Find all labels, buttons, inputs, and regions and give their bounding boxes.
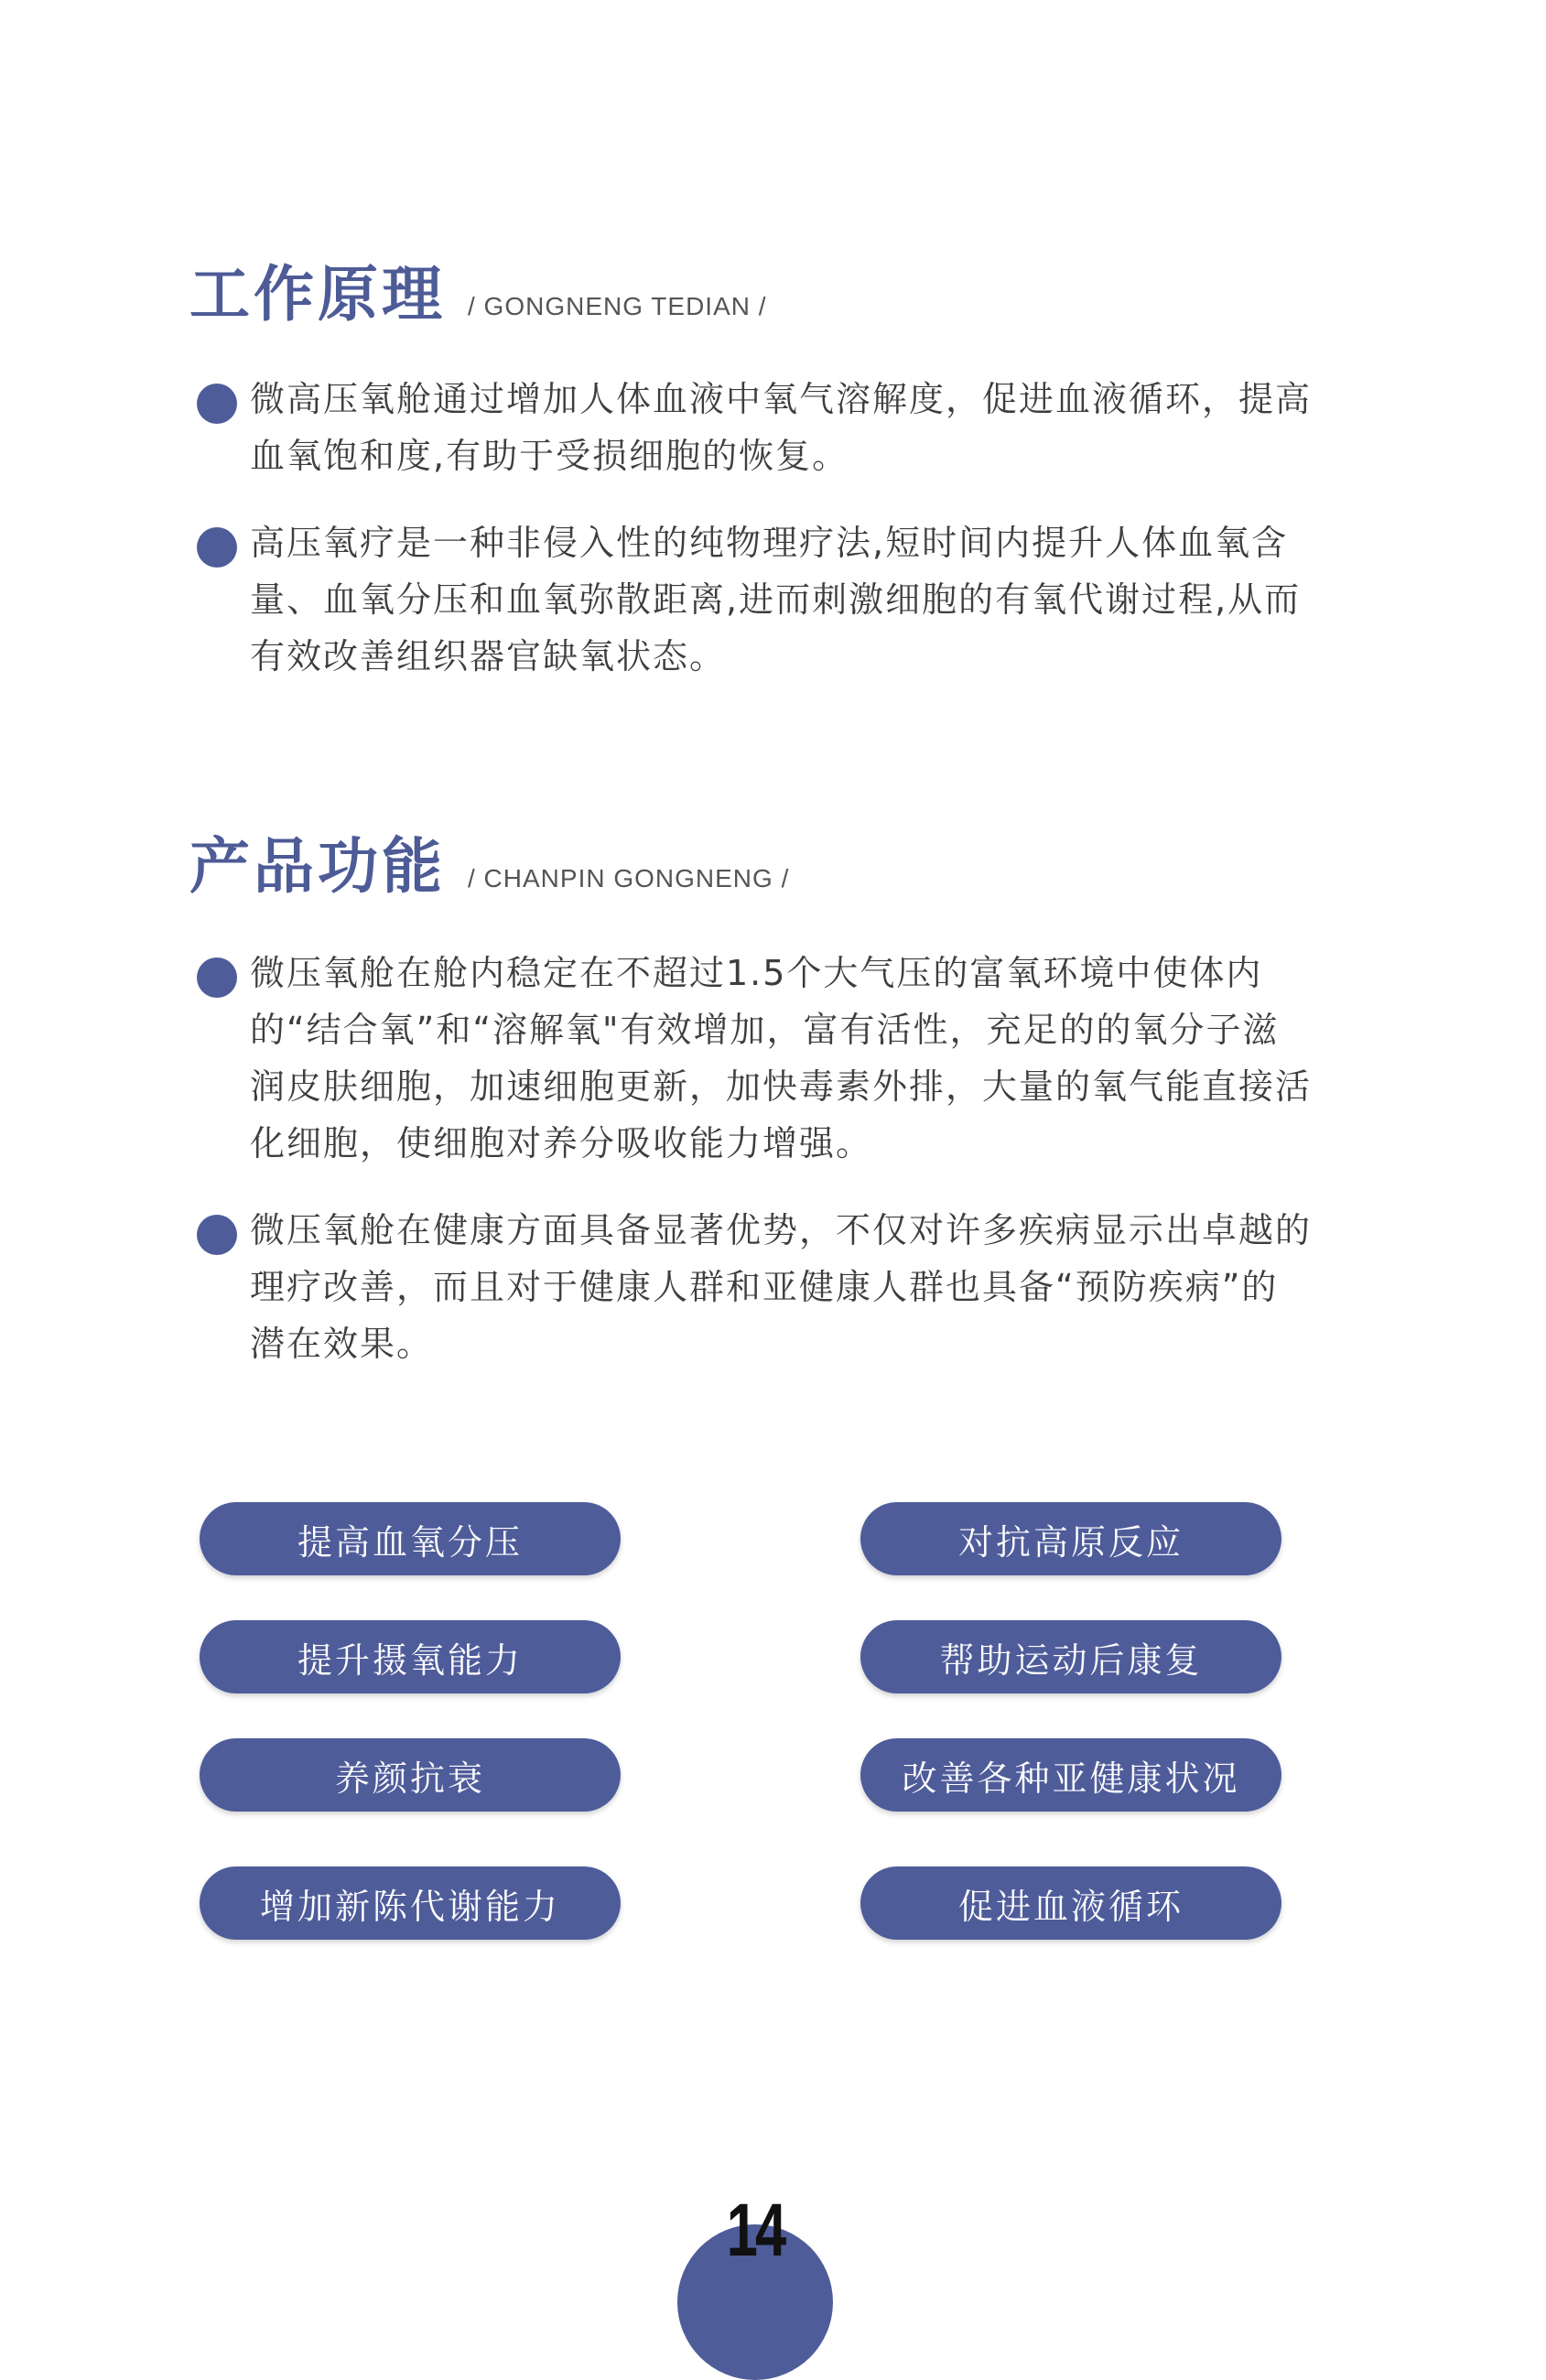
bullet-dot-icon bbox=[197, 957, 237, 998]
bullet-dot-icon bbox=[197, 527, 237, 568]
section-heading-product-functions bbox=[189, 817, 789, 904]
benefit-pill: 增加新陈代谢能力 bbox=[200, 1866, 621, 1940]
benefit-pill: 养颜抗衰 bbox=[200, 1738, 621, 1812]
bullet-text: 微压氧舱在舱内稳定在不超过1.5个大气压的富氧环境中使体内的“结合氧”和“溶解氧"有效增加，富有活性，充足的的氧分子滋润皮肤细胞，加速细胞更新，加快毒素外排，大量的氧气能直接活化细胞，使细胞对养分吸收能力增强。 bbox=[250, 953, 1313, 1163]
section-heading-working-principle bbox=[189, 245, 767, 332]
section-title: 产品功能 bbox=[189, 830, 446, 902]
benefit-pill: 改善各种亚健康状况 bbox=[860, 1738, 1281, 1812]
section-subtitle: / CHANPIN GONGNENG / bbox=[468, 864, 790, 892]
section-subtitle: / GONGNENG TEDIAN / bbox=[468, 292, 767, 320]
bullet-text: 高压氧疗是一种非侵入性的纯物理疗法,短时间内提升人体血氧含量、血氧分压和血氧弥散距离,进而刺激细胞的有氧代谢过程,从而有效改善组织器官缺氧状态。 bbox=[250, 523, 1302, 676]
benefit-pill: 帮助运动后康复 bbox=[860, 1620, 1281, 1693]
bullet-dot-icon bbox=[197, 1215, 237, 1255]
page-number: 14 bbox=[726, 2189, 784, 2272]
benefit-pill: 提升摄氧能力 bbox=[200, 1620, 621, 1693]
benefit-pill: 促进血液循环 bbox=[860, 1866, 1281, 1940]
benefit-pill: 对抗高原反应 bbox=[860, 1502, 1281, 1575]
bullet-text: 微压氧舱在健康方面具备显著优势，不仅对许多疾病显示出卓越的理疗改善，而且对于健康人群和亚健康人群也具备“预防疾病”的潜在效果。 bbox=[250, 1210, 1313, 1364]
bullet-dot-icon bbox=[197, 384, 237, 424]
bullet-text: 微高压氧舱通过增加人体血液中氧气溶解度，促进血液循环，提高血氧饱和度,有助于受损细胞的恢复。 bbox=[250, 379, 1313, 476]
benefit-pill: 提高血氧分压 bbox=[200, 1502, 621, 1575]
section-title: 工作原理 bbox=[189, 258, 446, 330]
